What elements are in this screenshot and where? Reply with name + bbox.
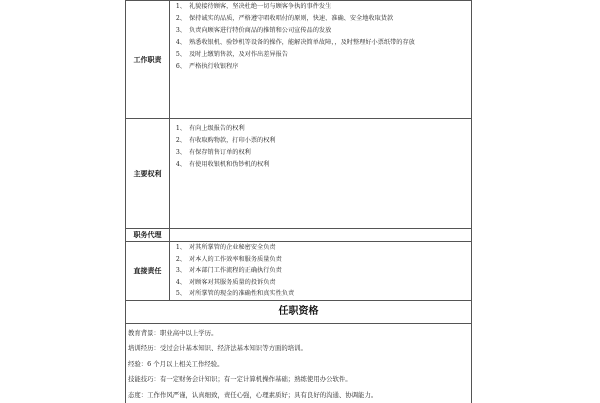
rights-label: 主要权利 xyxy=(126,119,170,229)
list-item: 4、 对顾客对其服务质量的投诉负责 xyxy=(174,277,471,289)
list-item: 5、 及时上缴销售款，及对作出差异报告 xyxy=(174,49,471,61)
list-item: 2、 有收取购物款，打印小票的权利 xyxy=(174,135,471,147)
list-item: 1、 礼貌接待顾客，坚决杜绝一切与顾客争执的事件发生 xyxy=(174,1,471,13)
responsibility-content xyxy=(170,242,472,301)
qualifications-title: 任职资格 xyxy=(125,301,472,324)
job-description-table xyxy=(125,0,472,301)
responsibility-row xyxy=(126,242,472,301)
list-item: 1、 有向上级报告的权利 xyxy=(174,123,471,135)
job-description-document xyxy=(125,0,472,400)
qualification-education: 教育背景：职业高中以上学历。 xyxy=(128,326,471,342)
duties-row xyxy=(126,1,472,119)
rights-row xyxy=(126,119,472,229)
list-item: 6、 严格执行收银程序 xyxy=(174,61,471,73)
qualification-skills: 技能技巧：有一定财务会计知识；有一定计算机操作基础；熟练使用办公软件。 xyxy=(128,372,471,388)
agent-label: 职务代理 xyxy=(126,229,170,242)
duties-label: 工作职责 xyxy=(126,1,170,119)
responsibility-list xyxy=(170,242,471,300)
rights-list xyxy=(170,119,471,171)
agent-content xyxy=(170,229,472,242)
qualification-attitude: 态度：工作作风严谨，认真细致，责任心强，心理素质好；具有良好的沟通、协调能力。 xyxy=(128,388,471,403)
qualifications-body xyxy=(125,324,472,403)
qualification-experience: 经验：6 个月以上相关工作经验。 xyxy=(128,357,471,373)
list-item: 5、 对所掌管的现金的准确性和真实性负责 xyxy=(174,288,471,300)
duties-list xyxy=(170,1,471,73)
list-item: 3、 对本部门工作流程的正确执行负责 xyxy=(174,265,471,277)
agent-row xyxy=(126,229,472,242)
list-item: 1、 对其所掌管的企业秘密安全负责 xyxy=(174,242,471,254)
list-item: 4、 熟悉收银机、验钞机等设备的操作，能解决简单故障，，及时整理好小票纸带的存放 xyxy=(174,37,471,49)
list-item: 3、 有保存销售订单的权利 xyxy=(174,147,471,159)
list-item: 4、 有使用收银机和伪钞机的权利 xyxy=(174,159,471,171)
list-item: 3、 负责向顾客进行特价商品的推销和公司宣传品的发放 xyxy=(174,25,471,37)
responsibility-label: 直接责任 xyxy=(126,242,170,301)
duties-content xyxy=(170,1,472,119)
rights-content xyxy=(170,119,472,229)
list-item: 2、 对本人的工作效率和服务质量负责 xyxy=(174,254,471,266)
qualification-training: 培训经历：受过会计基本知识、经济法基本知识等方面的培训。 xyxy=(128,341,471,357)
list-item: 2、 保持诚实的品质，严格遵守唱收唱付的原则，快速、准确、安全地收取货款 xyxy=(174,13,471,25)
